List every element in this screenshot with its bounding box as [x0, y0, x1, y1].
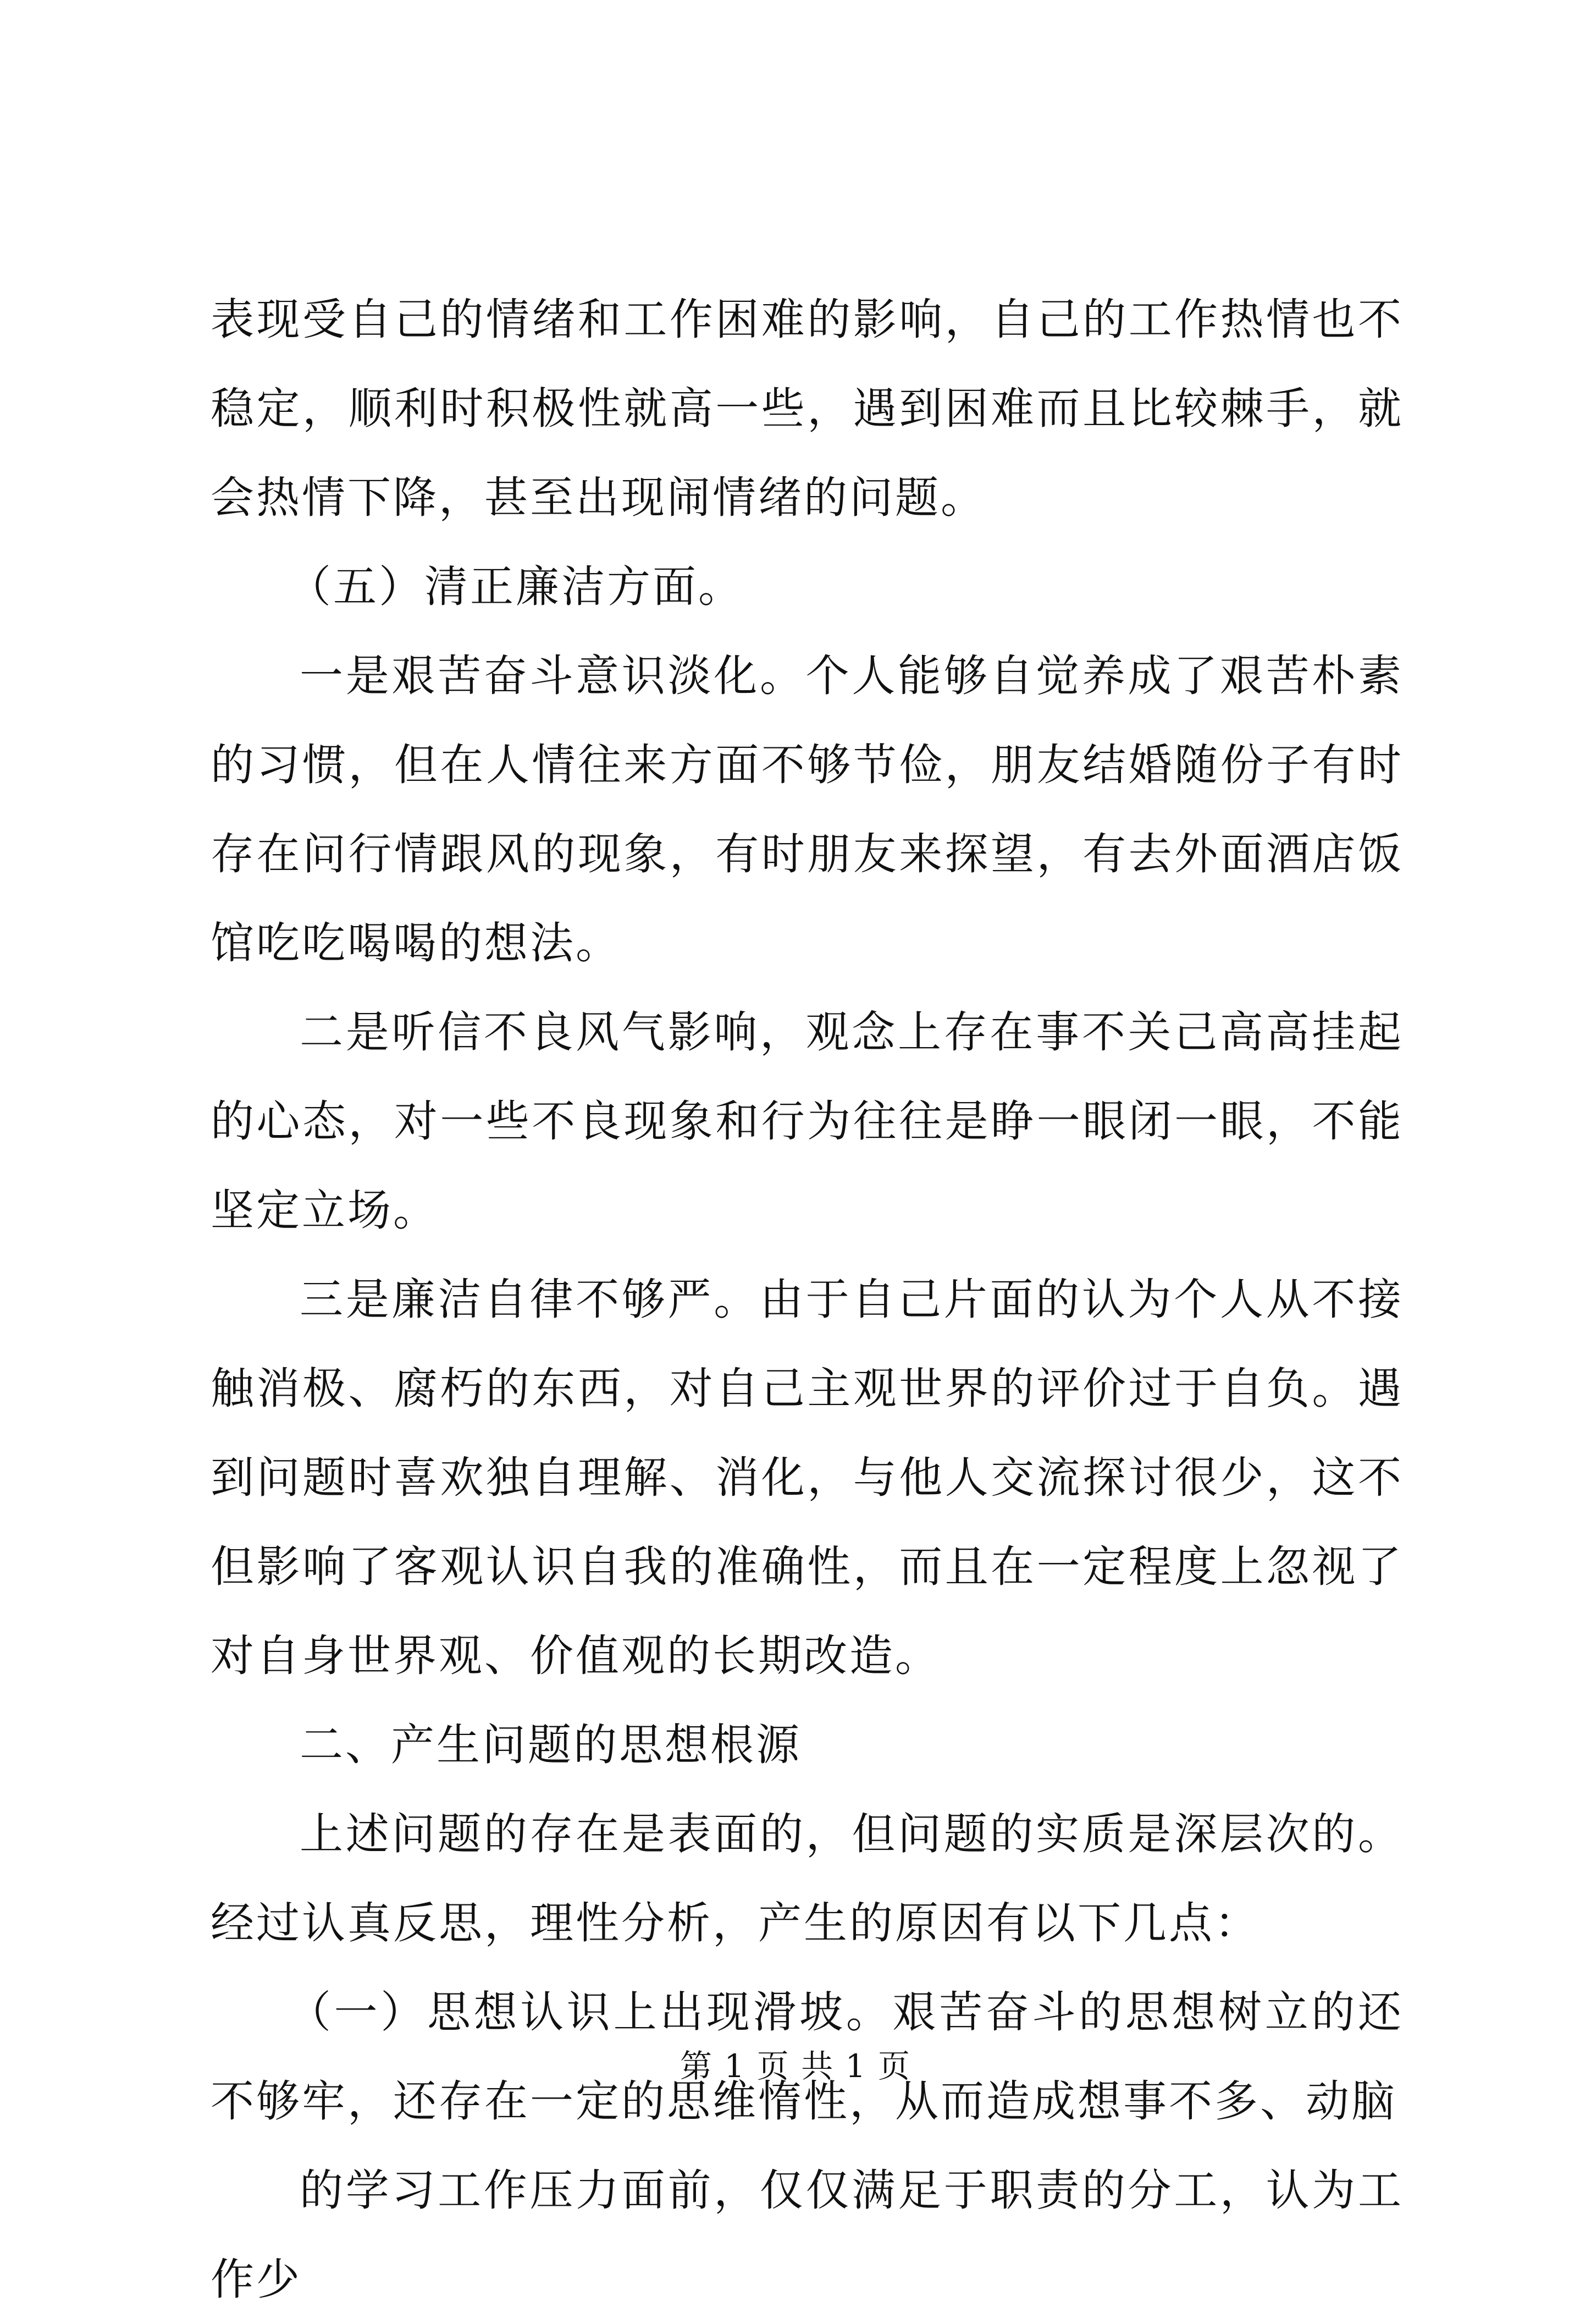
- paragraph: 三是廉洁自律不够严。由于自己片面的认为个人从不接触消极、腐朽的东西，对自己主观世界的评价过于自负。遇到问题时喜欢独自理解、消化，与他人交流探讨很少，这不但影响了客观认识自我的准确性，而且在一定程度上忽视了对自身世界观、价值观的长期改造。: [211, 1274, 1404, 1681]
- section-heading: 二、产生问题的思想根源: [300, 1720, 802, 1770]
- paragraph: （一）思想认识上出现滑坡。艰苦奋斗的思想树立的还不够牢，还存在一定的思维惰性，从而造成想事不多、动脑: [211, 1987, 1404, 2127]
- paragraph: 表现受自己的情绪和工作困难的影响，自己的工作热情也不稳定，顺利时积极性就高一些，遇到困难而且比较棘手，就会热情下降，甚至出现闹情绪的问题。: [211, 294, 1404, 523]
- section-heading: （五）清正廉洁方面。: [288, 561, 744, 612]
- document-body: [211, 275, 1404, 2324]
- page-footer: 第 1 页 共 1 页: [680, 2047, 911, 2085]
- paragraph: 上述问题的存在是表面的，但问题的实质是深层次的。经过认真反思，理性分析，产生的原因有以下几点：: [211, 1809, 1404, 1948]
- paragraph: 一是艰苦奋斗意识淡化。个人能够自觉养成了艰苦朴素的习惯，但在人情往来方面不够节俭，朋友结婚随份子有时存在问行情跟风的现象，有时朋友来探望，有去外面酒店饭馆吃吃喝喝的想法。: [211, 651, 1404, 968]
- paragraph: 二是听信不良风气影响，观念上存在事不关己高高挂起的心态，对一些不良现象和行为往往是睁一眼闭一眼，不能坚定立场。: [211, 1007, 1404, 1236]
- paragraph: 的学习工作压力面前，仅仅满足于职责的分工，认为工作少: [211, 2165, 1404, 2305]
